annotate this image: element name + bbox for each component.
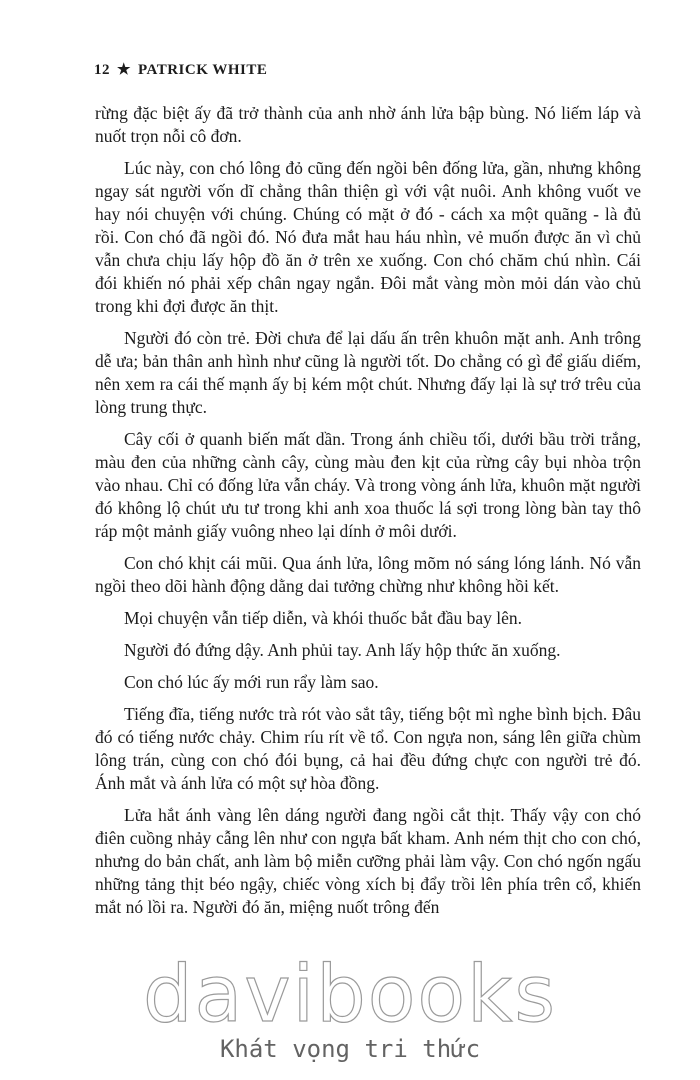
- star-icon: ★: [117, 62, 131, 78]
- watermark-slogan: Khát vọng tri thức: [219, 1035, 481, 1063]
- author-name: PATRICK WHITE: [137, 62, 268, 78]
- paragraph: Tiếng đĩa, tiếng nước trà rót vào sắt tây, tiếng bột mì nghe bình bịch. Đâu đó có tiếng nước chảy. Chim ríu rít về tổ. Con ngựa non, sáng lên giữa chùm lông trán, cùng con chó đói bụng, cả hai đều đứng chực con người trẻ đó. Ánh mắt và ánh lửa có một sự hòa đồng.: [95, 704, 641, 793]
- page-number: 12: [94, 62, 110, 78]
- paragraph: Cây cối ở quanh biến mất dần. Trong ánh chiều tối, dưới bầu trời trắng, màu đen của những cành cây, cùng màu đen kịt của rừng cây bụi nhòa trộn vào nhau. Chỉ có đống lửa vẫn cháy. Và trong vòng ánh lửa, khuôn mặt người đó không lộ chút ưu tư trong khi anh xoa thuốc lá sợi trong lòng bàn tay thô ráp một mảnh giấy vuông nheo lại dính ở môi dưới.: [95, 429, 641, 541]
- paragraph: Người đó còn trẻ. Đời chưa để lại dấu ấn trên khuôn mặt anh. Anh trông dễ ưa; bản thân anh hình như cũng là người tốt. Do chẳng có gì để giấu diếm, nên xem ra cái thế mạnh ấy bị kém một chút. Nhưng đấy lại là sự trớ trêu của lòng trung thực.: [95, 328, 641, 417]
- paragraph: rừng đặc biệt ấy đã trở thành của anh nhờ ánh lửa bập bùng. Nó liếm láp và nuốt trọn nỗi cô đơn.: [95, 103, 641, 146]
- paragraph: Mọi chuyện vẫn tiếp diễn, và khói thuốc bắt đầu bay lên.: [124, 608, 523, 628]
- paragraph: Con chó lúc ấy mới run rẩy làm sao.: [124, 672, 379, 692]
- page-body: [95, 102, 641, 928]
- paragraph: Lửa hắt ánh vàng lên dáng người đang ngồi cắt thịt. Thấy vậy con chó điên cuồng nhảy cẫng lên như con ngựa bất kham. Anh ném thịt cho con chó, nhưng do bản chất, anh làm bộ miễn cưỡng phải làm vậy. Con chó ngốn ngấu những tảng thịt béo ngậy, chiếc vòng xích bị đẩy trồi lên phía trên cổ, khiến mắt nó lồi ra. Người đó ăn, miệng nuốt trông đến: [95, 805, 641, 917]
- paragraph: Người đó đứng dậy. Anh phủi tay. Anh lấy hộp thức ăn xuống.: [124, 640, 561, 660]
- running-header: [94, 60, 267, 79]
- paragraph: Con chó khịt cái mũi. Qua ánh lửa, lông mõm nó sáng lóng lánh. Nó vẫn ngồi theo dõi hành động dằng dai tưởng chừng như không hồi kết.: [95, 553, 641, 596]
- watermark-brand: davibooks: [143, 950, 557, 1040]
- paragraph: Lúc này, con chó lông đỏ cũng đến ngồi bên đống lửa, gần, nhưng không ngay sát người vốn dĩ chẳng thân thiện gì với vật nuôi. Anh không vuốt ve hay nói chuyện với chúng. Chúng có mặt ở đó - cách xa một quãng - là đủ rồi. Con chó đã ngồi đó. Nó đưa mắt hau háu nhìn, vẻ muốn được ăn vì chủ vẫn chưa chịu lấy hộp đồ ăn ở trên xe xuống. Con chó chăm chú nhìn. Cái đói khiến nó phải xếp chân ngay ngắn. Đôi mắt vàng mòn mỏi dán vào chủ trong khi đợi được ăn thịt.: [95, 158, 641, 316]
